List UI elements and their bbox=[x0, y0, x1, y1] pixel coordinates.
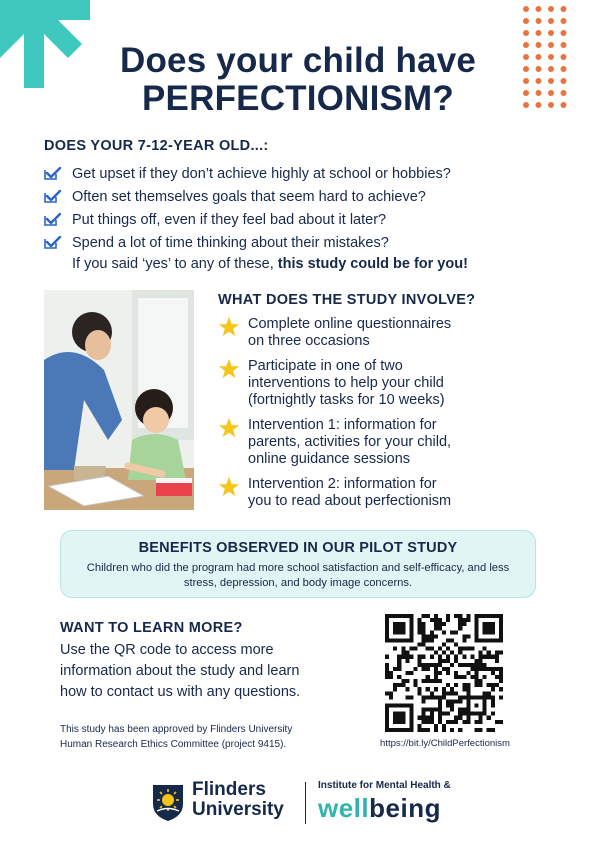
involve-list bbox=[218, 316, 538, 518]
orange-dot bbox=[536, 90, 542, 96]
involve-text: Participate in one of two interventions to help your child (fortnightly tasks for 10 weeks) bbox=[248, 358, 445, 408]
flinders-name: Flinders University bbox=[192, 779, 284, 820]
wellbeing-wordmark bbox=[318, 793, 488, 823]
question-text: Spend a lot of time thinking about their mistakes? bbox=[72, 234, 389, 251]
involve-item bbox=[218, 476, 538, 510]
learn-more-heading: WANT TO LEARN MORE? bbox=[60, 620, 243, 636]
orange-dot bbox=[561, 102, 567, 108]
orange-dot bbox=[548, 18, 554, 24]
checkmark-icon bbox=[44, 235, 62, 251]
orange-dot bbox=[536, 30, 542, 36]
ethics-statement: This study has been approved by Flinders University Human Research Ethics Committee (project 9415). bbox=[60, 724, 293, 750]
question-text: Often set themselves goals that seem hard to achieve? bbox=[72, 188, 426, 205]
orange-dot bbox=[561, 30, 567, 36]
benefits-title: BENEFITS OBSERVED IN OUR PILOT STUDY bbox=[138, 540, 458, 556]
orange-dot bbox=[536, 6, 542, 12]
checkmark-icon bbox=[44, 212, 62, 228]
photo-parent-child-icon bbox=[44, 290, 194, 510]
checkmark-icon bbox=[44, 166, 62, 182]
involve-text: Intervention 2: information for you to read about perfectionism bbox=[248, 476, 452, 509]
qr-code-icon[interactable] bbox=[385, 614, 503, 732]
checkmark-icon bbox=[44, 189, 62, 205]
wellbeing-well: well bbox=[318, 793, 370, 823]
orange-dot bbox=[548, 42, 554, 48]
orange-dot bbox=[523, 30, 529, 36]
questions-checklist bbox=[44, 162, 451, 254]
orange-dot bbox=[548, 30, 554, 36]
orange-dot bbox=[548, 54, 554, 60]
question-item bbox=[44, 231, 451, 254]
star-icon bbox=[218, 476, 240, 498]
question-text: Put things off, even if they feel bad about it later? bbox=[72, 211, 387, 228]
yes-statement bbox=[72, 256, 468, 272]
questions-heading: DOES YOUR 7-12-YEAR OLD...: bbox=[44, 138, 269, 154]
orange-dot bbox=[548, 66, 554, 72]
question-item bbox=[44, 185, 451, 208]
involve-item bbox=[218, 358, 538, 409]
qr-url-link[interactable]: https://bit.ly/ChildPerfectionism bbox=[380, 738, 510, 749]
question-item bbox=[44, 162, 451, 185]
orange-dot bbox=[536, 78, 542, 84]
star-icon bbox=[218, 316, 240, 338]
involve-text: Intervention 1: information for parents, activities for your child, online guidance sessions bbox=[248, 417, 452, 467]
title-line-1: Does your child have bbox=[119, 41, 477, 80]
orange-dot bbox=[536, 102, 542, 108]
wellbeing-institute-logo bbox=[318, 780, 488, 830]
title-line-2: PERFECTIONISM? bbox=[142, 79, 454, 118]
involve-text: Complete online questionnaires on three occasions bbox=[248, 316, 452, 349]
orange-dot bbox=[548, 78, 554, 84]
orange-dot bbox=[548, 6, 554, 12]
flinders-university-logo bbox=[152, 780, 292, 830]
involve-heading: WHAT DOES THE STUDY INVOLVE? bbox=[218, 292, 476, 308]
orange-dot bbox=[536, 18, 542, 24]
logo-divider bbox=[305, 782, 306, 824]
yes-prefix: If you said ‘yes’ to any of these, bbox=[72, 256, 278, 272]
wellbeing-being: being bbox=[369, 793, 441, 823]
orange-dot bbox=[536, 42, 542, 48]
orange-dot bbox=[561, 42, 567, 48]
benefits-box bbox=[60, 530, 536, 598]
orange-dot bbox=[561, 54, 567, 60]
orange-dot bbox=[548, 90, 554, 96]
flinders-shield-icon bbox=[152, 784, 184, 822]
yes-bold: this study could be for you! bbox=[277, 256, 468, 272]
orange-dot bbox=[561, 66, 567, 72]
question-item bbox=[44, 208, 451, 231]
question-text: Get upset if they don’t achieve highly at school or hobbies? bbox=[72, 165, 451, 182]
learn-more-text: Use the QR code to access more information about the study and learn how to contact us with any questions. bbox=[60, 642, 301, 700]
involve-item bbox=[218, 417, 538, 468]
institute-name: Institute for Mental Health & bbox=[318, 780, 451, 791]
benefits-text: Children who did the program had more school satisfaction and self-efficacy, and less stress, depression, and body image concerns. bbox=[86, 562, 510, 589]
orange-dot bbox=[548, 102, 554, 108]
orange-dot bbox=[561, 90, 567, 96]
orange-dot bbox=[523, 6, 529, 12]
orange-dot bbox=[561, 6, 567, 12]
page-title bbox=[60, 42, 536, 118]
orange-dot bbox=[561, 78, 567, 84]
orange-dot bbox=[523, 18, 529, 24]
orange-dot bbox=[536, 54, 542, 60]
star-icon bbox=[218, 417, 240, 439]
star-icon bbox=[218, 358, 240, 380]
orange-dot bbox=[561, 18, 567, 24]
involve-item bbox=[218, 316, 538, 350]
orange-dot bbox=[536, 66, 542, 72]
